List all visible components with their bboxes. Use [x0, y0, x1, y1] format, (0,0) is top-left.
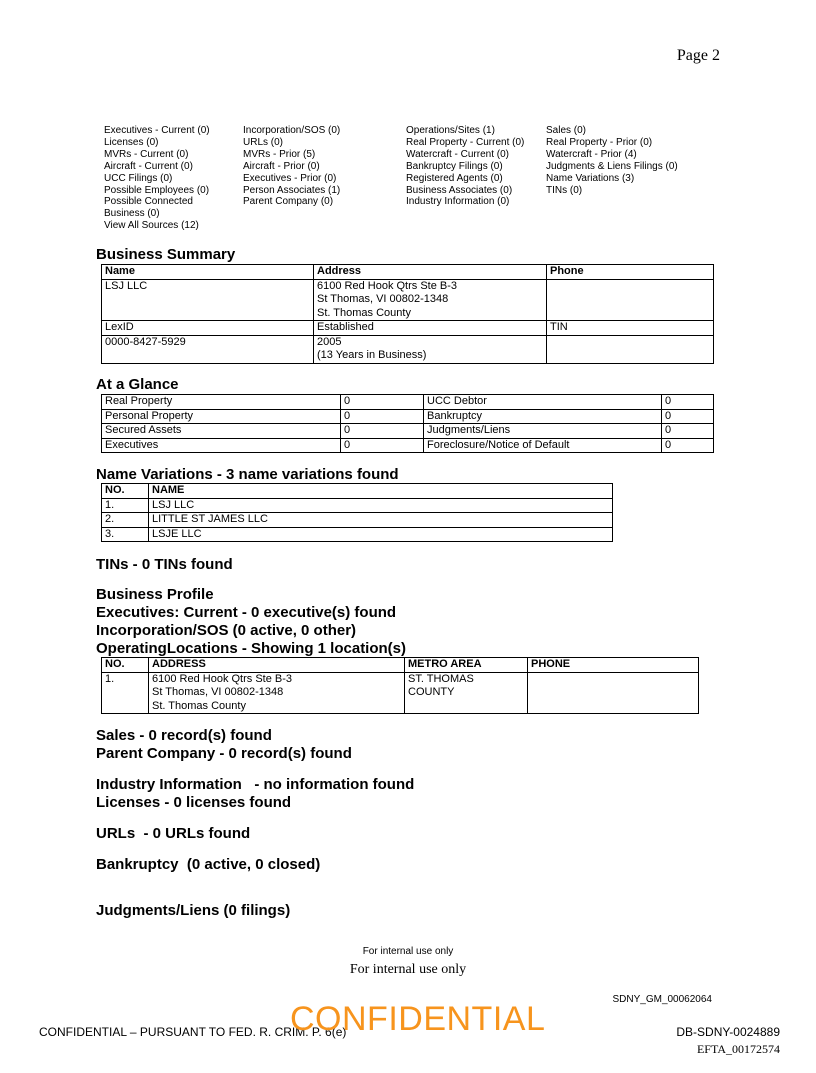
address-line-1: 6100 Red Hook Qtrs Ste B-3 — [152, 672, 293, 685]
glance-label: Judgments/Liens — [424, 424, 662, 439]
name-variation: LSJE LLC — [149, 527, 613, 542]
glance-value: 0 — [662, 424, 714, 439]
nav-item[interactable]: Business Associates (0) — [406, 184, 513, 196]
bankruptcy-heading: Bankruptcy (0 active, 0 closed) — [96, 856, 321, 873]
incorporation-heading: Incorporation/SOS (0 active, 0 other) — [96, 622, 357, 639]
metro-line-2: COUNTY — [408, 686, 455, 698]
name-variations-heading: Name Variations - 3 name variations found — [96, 466, 399, 483]
nav-item[interactable]: Possible Employees (0) — [104, 184, 210, 196]
address-line-3: St. Thomas County — [317, 306, 411, 319]
parent-company-heading: Parent Company - 0 record(s) found — [96, 745, 352, 762]
internal-use-note-small: For internal use only — [362, 946, 454, 957]
nav-column-4 — [546, 125, 678, 196]
glance-label: Bankruptcy — [424, 409, 662, 424]
judgments-heading: Judgments/Liens (0 filings) — [96, 902, 291, 919]
glance-value: 0 — [341, 409, 424, 424]
col-header-phone: Phone — [547, 265, 714, 280]
col-header-phone: PHONE — [528, 658, 699, 673]
lexid-value: 0000-8427-5929 — [102, 335, 314, 363]
industry-heading: Industry Information - no information found — [96, 776, 415, 793]
table-row — [102, 498, 613, 513]
location-metro — [405, 672, 528, 714]
operating-locations-heading: OperatingLocations - Showing 1 location(s) — [96, 640, 407, 657]
nav-item[interactable]: URLs (0) — [243, 136, 284, 148]
nav-column-1 — [104, 125, 210, 232]
nav-item[interactable]: Name Variations (3) — [546, 172, 635, 184]
table-row — [102, 527, 613, 542]
nav-item[interactable]: Bankruptcy Filings (0) — [406, 160, 503, 172]
glance-value: 0 — [662, 438, 714, 453]
nav-item[interactable]: Aircraft - Prior (0) — [243, 160, 320, 172]
sales-heading: Sales - 0 record(s) found — [96, 727, 272, 744]
glance-value: 0 — [341, 424, 424, 439]
col-header-name: Name — [102, 265, 314, 280]
nav-item[interactable]: Operations/Sites (1) — [406, 125, 495, 136]
name-variation: LITTLE ST JAMES LLC — [149, 513, 613, 528]
name-variations-table — [101, 483, 613, 542]
nav-item[interactable]: Executives - Prior (0) — [243, 172, 337, 184]
tins-heading: TINs - 0 TINs found — [96, 556, 233, 573]
table-row — [102, 513, 613, 528]
nav-item[interactable]: Watercraft - Prior (4) — [546, 148, 637, 160]
bates-number-gm: SDNY_GM_00062064 — [612, 994, 712, 1005]
glance-row — [102, 438, 714, 453]
nav-item[interactable]: Person Associates (1) — [243, 184, 341, 196]
location-no: 1. — [102, 672, 149, 714]
nav-item[interactable]: UCC Filings (0) — [104, 172, 173, 184]
page-number: Page 2 — [676, 47, 720, 64]
nav-item[interactable]: Real Property - Prior (0) — [546, 136, 653, 148]
established-note: (13 Years in Business) — [317, 349, 427, 361]
address-line-2: St Thomas, VI 00802-1348 — [152, 686, 284, 698]
nav-item[interactable]: Licenses (0) — [104, 136, 159, 148]
executives-heading: Executives: Current - 0 executive(s) found — [96, 604, 397, 621]
row-number: 3. — [102, 527, 149, 542]
nav-item[interactable]: View All Sources (12) — [104, 220, 199, 232]
glance-row — [102, 395, 714, 410]
business-phone — [547, 279, 714, 321]
location-address — [149, 672, 405, 714]
address-line-1: 6100 Red Hook Qtrs Ste B-3 — [317, 279, 458, 292]
glance-label: Foreclosure/Notice of Default — [424, 438, 662, 453]
established-value — [314, 335, 547, 363]
nav-item[interactable]: Sales (0) — [546, 125, 587, 136]
internal-use-note: For internal use only — [349, 962, 467, 977]
nav-item[interactable]: MVRs - Prior (5) — [243, 148, 316, 160]
row-number: 2. — [102, 513, 149, 528]
nav-item[interactable]: Industry Information (0) — [406, 196, 510, 208]
operating-locations-table — [101, 657, 699, 714]
nav-item[interactable]: Watercraft - Current (0) — [406, 148, 509, 160]
nav-item[interactable]: Executives - Current (0) — [104, 125, 210, 136]
col-header-address: ADDRESS — [149, 658, 405, 673]
nav-item[interactable]: Incorporation/SOS (0) — [243, 125, 341, 136]
col-header-name: NAME — [149, 484, 613, 499]
established-label: Established — [314, 321, 547, 336]
tin-label: TIN — [547, 321, 714, 336]
nav-column-2 — [243, 125, 340, 208]
nav-column-3 — [406, 125, 524, 208]
glance-row — [102, 424, 714, 439]
nav-item[interactable]: Registered Agents (0) — [406, 172, 503, 184]
col-header-metro-area: METRO AREA — [405, 658, 528, 673]
nav-item[interactable]: MVRs - Current (0) — [104, 148, 189, 160]
nav-item[interactable]: Business (0) — [104, 208, 160, 220]
col-header-no: NO. — [102, 484, 149, 499]
col-header-no: NO. — [102, 658, 149, 673]
location-phone — [528, 672, 699, 714]
nav-item[interactable]: TINs (0) — [546, 184, 583, 196]
lexid-label: LexID — [102, 321, 314, 336]
glance-label: Real Property — [102, 395, 341, 410]
glance-value: 0 — [662, 395, 714, 410]
glance-label: Executives — [102, 438, 341, 453]
business-summary-heading: Business Summary — [96, 246, 236, 263]
glance-label: Personal Property — [102, 409, 341, 424]
business-profile-heading: Business Profile — [96, 586, 214, 603]
nav-item[interactable]: Real Property - Current (0) — [406, 136, 525, 148]
confidential-notice: CONFIDENTIAL – PURSUANT TO FED. R. CRIM. P. 6(e) — [39, 1025, 347, 1039]
glance-value: 0 — [341, 438, 424, 453]
name-variation: LSJ LLC — [149, 498, 613, 513]
nav-item[interactable]: Aircraft - Current (0) — [104, 160, 193, 172]
confidential-stamp: CONFIDENTIAL — [290, 1000, 546, 1038]
at-a-glance-heading: At a Glance — [96, 376, 179, 393]
glance-label: UCC Debtor — [424, 395, 662, 410]
at-a-glance-table — [101, 394, 714, 453]
glance-row — [102, 409, 714, 424]
business-summary-table — [101, 264, 714, 364]
business-name: LSJ LLC — [102, 279, 314, 321]
nav-item[interactable]: Judgments & Liens Filings (0) — [546, 160, 678, 172]
urls-heading: URLs - 0 URLs found — [96, 825, 251, 842]
glance-label: Secured Assets — [102, 424, 341, 439]
nav-item[interactable]: Possible Connected — [104, 196, 193, 208]
glance-value: 0 — [662, 409, 714, 424]
business-address — [314, 279, 547, 321]
licenses-heading: Licenses - 0 licenses found — [96, 794, 292, 811]
address-line-3: St. Thomas County — [152, 699, 246, 712]
metro-line-1: ST. THOMAS — [408, 672, 474, 685]
glance-value: 0 — [341, 395, 424, 410]
efta-number: EFTA_00172574 — [696, 1042, 780, 1056]
nav-item[interactable]: Parent Company (0) — [243, 196, 334, 208]
tin-value — [547, 335, 714, 363]
address-line-2: St Thomas, VI 00802-1348 — [317, 293, 449, 305]
bates-number-db: DB-SDNY-0024889 — [676, 1025, 780, 1039]
row-number: 1. — [102, 498, 149, 513]
col-header-address: Address — [314, 265, 547, 280]
established-year: 2005 — [317, 335, 342, 348]
